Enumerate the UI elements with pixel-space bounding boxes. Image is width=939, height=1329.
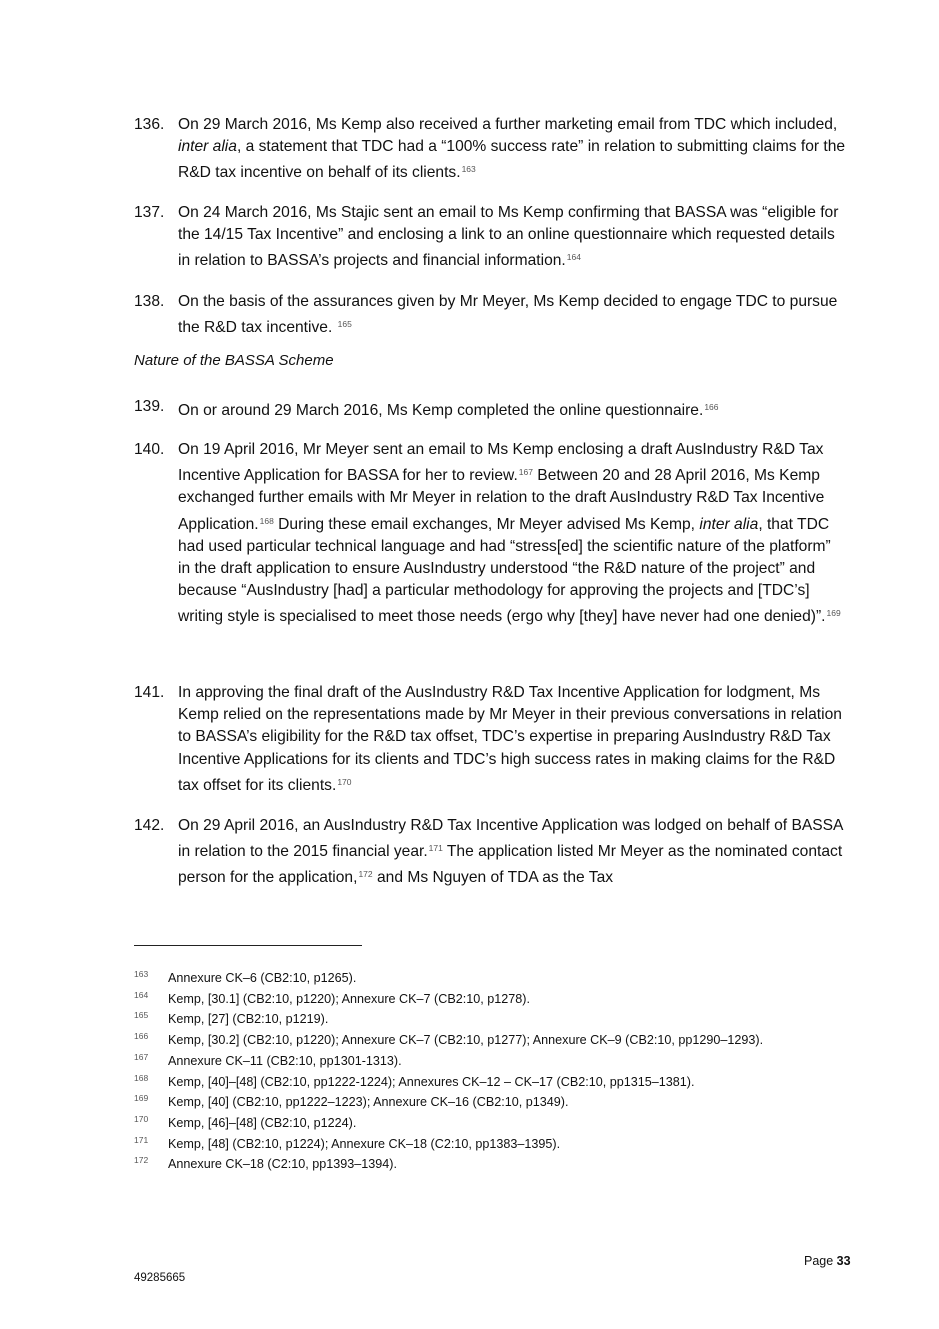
text-run: In approving the final draft of the AusIndustry R&D Tax Incentive Application for lodgment, Ms Kemp relied on the representations made by Mr Meyer in their previous conversations in relation to BASSA’s eligibility for the R&D tax offset, TDC’s expertise in preparing AusIndustry R&D Tax Incentive Applications for its clients and TDC’s high success rates in making claims for the R&D tax offset for its clients. — [178, 684, 842, 794]
paragraph-136 — [134, 114, 846, 185]
italic-text: inter alia — [178, 138, 237, 156]
paragraph-number: 140. — [134, 441, 165, 458]
footnote-number: 168 — [134, 1072, 149, 1083]
text-run: and Ms Nguyen of TDA as the Tax — [372, 869, 614, 887]
footnote-number: 172 — [134, 1155, 149, 1166]
footnote-text: Annexure CK–18 (C2:10, pp1393–1394). — [168, 1157, 397, 1172]
footnote — [134, 989, 834, 1010]
paragraph-text — [178, 439, 846, 629]
paragraph-text — [178, 291, 846, 339]
footnote-number: 165 — [134, 1010, 149, 1021]
footnote-number: 167 — [134, 1051, 149, 1062]
text-run: On or around 29 March 2016, Ms Kemp completed the online questionnaire. — [178, 402, 704, 419]
footnote-number: 163 — [134, 969, 149, 979]
paragraph-text — [178, 815, 846, 890]
text-run: The application listed Mr Meyer as the nominated contact person for the application, — [178, 843, 843, 887]
footnote — [134, 968, 834, 989]
footnote-ref: 167 — [518, 467, 533, 478]
text-run: , a statement that TDC had a “100% success rate” in relation to submitting claims for the R&D tax incentive on behalf of its clients. — [178, 138, 846, 182]
footnote-text: Kemp, [30.2] (CB2:10, p1220); Annexure CK–7 (CB2:10, p1277); Annexure CK–9 (CB2:10, pp1290–1293). — [168, 1033, 764, 1048]
footnote-separator — [134, 945, 362, 946]
footnote — [134, 1072, 834, 1093]
paragraph-number: 136. — [134, 116, 165, 133]
paragraph-number: 137. — [134, 204, 165, 221]
paragraph-number: 138. — [134, 293, 165, 310]
paragraph-text — [178, 114, 846, 185]
footnote-text: Kemp, [48] (CB2:10, p1224); Annexure CK–18 (C2:10, pp1383–1395). — [168, 1136, 561, 1151]
footnote — [134, 1134, 834, 1155]
text-run: On 24 March 2016, Ms Stajic sent an email to Ms Kemp confirming that BASSA was “eligible for the 14/15 Tax Incentive” and enclosing a link to an online questionnaire which requested details in relation to BASSA’s projects and financial information. — [178, 204, 839, 270]
paragraph-140 — [134, 439, 846, 629]
footnote-text: Kemp, [27] (CB2:10, p1219). — [168, 1012, 329, 1027]
text-run: On 29 April 2016, an AusIndustry R&D Tax Incentive Application was lodged on behalf of BASSA in relation to the 2015 financial year. — [178, 817, 843, 861]
footnote — [134, 1051, 834, 1072]
footnote-number: 169 — [134, 1093, 149, 1104]
paragraph-142 — [134, 815, 846, 890]
footnote-text: Kemp, [40] (CB2:10, pp1222–1223); Annexure CK–16 (CB2:10, p1349). — [168, 1095, 569, 1110]
paragraph-138 — [134, 291, 846, 339]
paragraph-number: 139. — [134, 398, 165, 415]
footnote-ref: 168 — [259, 515, 274, 526]
footnote-number: 170 — [134, 1113, 149, 1124]
paragraph-text — [178, 682, 846, 797]
footnote-ref: 164 — [566, 252, 581, 263]
document-id: 49285665 — [134, 1272, 186, 1284]
text-run: , that TDC had used particular technical language and had “stress[ed] the scientific nature of the platform” in the draft application to ensure AusIndustry understood “the R&D nature of the project” and because “AusIndustry [had] a particular methodology for approving the projects and [TDC’s] writing style is specialised to meet those needs (ergo why [they] have never had one denied)”. — [178, 515, 831, 626]
footnote-number: 166 — [134, 1031, 149, 1042]
paragraph-number: 141. — [134, 684, 165, 701]
paragraph-number: 142. — [134, 817, 165, 834]
footnote — [134, 1113, 834, 1134]
page-number — [804, 1254, 851, 1268]
paragraph-137 — [134, 202, 846, 273]
text-run: Between 20 and 28 April 2016, Ms Kemp exchanged further emails with Mr Meyer in relation to the draft AusIndustry R&D Tax Incentive Application. — [178, 467, 825, 533]
paragraph-text — [178, 396, 846, 422]
footnote-text: Annexure CK–11 (CB2:10, pp1301-1313). — [168, 1053, 402, 1068]
footnote — [134, 1154, 834, 1175]
footnotes — [134, 968, 834, 1175]
footnote-number: 171 — [134, 1134, 149, 1145]
footnote — [134, 1092, 834, 1113]
footnote — [134, 1009, 834, 1030]
section-heading: Nature of the BASSA Scheme — [134, 352, 334, 369]
footnote-ref: 170 — [337, 776, 352, 787]
page-number-value: 33 — [836, 1254, 851, 1268]
footnote-ref: 171 — [428, 843, 443, 854]
text-run: During these email exchanges, Mr Meyer advised Ms Kemp, — [273, 515, 700, 533]
text-run: On 29 March 2016, Ms Kemp also received a further marketing email from TDC which included, — [178, 116, 838, 133]
footnote-number: 164 — [134, 989, 149, 1000]
footnote-text: Kemp, [40]–[48] (CB2:10, pp1222-1224); Annexures CK–12 – CK–17 (CB2:10, pp1315–1381). — [168, 1074, 695, 1089]
footnote-ref: 165 — [337, 319, 352, 330]
footnote-ref: 163 — [461, 164, 476, 175]
footnote-ref: 172 — [358, 869, 373, 880]
italic-text: inter alia — [699, 515, 759, 533]
text-run: On 19 April 2016, Mr Meyer sent an email to Ms Kemp enclosing a draft AusIndustry R&D Tax Incentive Application for BASSA for her to review. — [178, 441, 824, 485]
paragraph-139 — [134, 396, 846, 422]
footnote — [134, 1030, 834, 1051]
paragraph-text — [178, 202, 846, 273]
footnote-text: Kemp, [30.1] (CB2:10, p1220); Annexure CK–7 (CB2:10, p1278). — [168, 991, 530, 1006]
footnote-text: Annexure CK–6 (CB2:10, p1265). — [168, 971, 357, 985]
text-run: On the basis of the assurances given by Mr Meyer, Ms Kemp decided to engage TDC to pursue the R&D tax incentive. — [178, 293, 838, 337]
footnote-ref: 166 — [704, 402, 719, 412]
footnote-text: Kemp, [46]–[48] (CB2:10, p1224). — [168, 1115, 357, 1130]
page-label-prefix: Page — [804, 1254, 837, 1268]
paragraph-141 — [134, 682, 846, 797]
footnote-ref: 169 — [826, 608, 841, 619]
